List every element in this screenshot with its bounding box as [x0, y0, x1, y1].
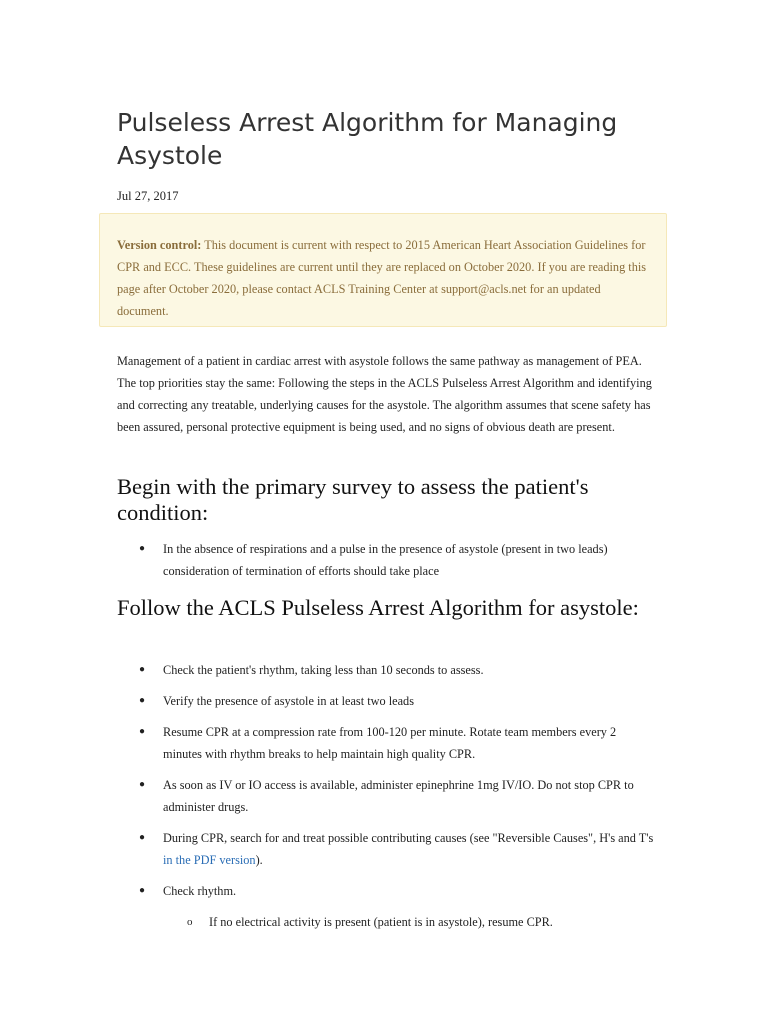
- list-item-text: Resume CPR at a compression rate from 100-120 per minute. Rotate team members every 2 minutes with rhythm breaks to help maintain high quality CPR.: [163, 725, 617, 761]
- list-item: [117, 880, 657, 933]
- list-item: [117, 538, 657, 582]
- bullet-icon: ●: [139, 885, 146, 896]
- sub-list: [163, 911, 657, 933]
- notice-label: Version control:: [117, 238, 202, 252]
- page-title: Pulseless Arrest Algorithm for Managing Asystole: [117, 108, 618, 170]
- sub-list-item-text: If no electrical activity is present (patient is in asystole), resume CPR.: [209, 915, 553, 929]
- version-control-notice: [99, 213, 667, 327]
- list-item: [117, 659, 657, 681]
- list-item: [117, 690, 657, 712]
- bullet-icon: ●: [139, 832, 146, 843]
- section-heading-algorithm: Follow the ACLS Pulseless Arrest Algorithm for asystole:: [117, 595, 639, 620]
- algorithm-steps-list: [117, 659, 657, 942]
- list-item-text: Check the patient's rhythm, taking less than 10 seconds to assess.: [163, 663, 484, 677]
- list-item-text-before-link: During CPR, search for and treat possible contributing causes (see "Reversible Causes", H's and T's: [163, 831, 654, 845]
- pdf-version-link[interactable]: in the PDF version: [163, 853, 256, 867]
- intro-paragraph: Management of a patient in cardiac arrest with asystole follows the same pathway as management of PEA. The top priorities stay the same: Following the steps in the ACLS Pulseless Arrest Algorithm and identifying and correcting any treatable, underlying causes for the asystole. The algorithm assumes that scene safety has been assured, personal protective equipment is being used, and no signs of obvious death are present.: [117, 354, 652, 434]
- bullet-icon: ●: [139, 779, 146, 790]
- list-item-text: In the absence of respirations and a pulse in the presence of asystole (present in two leads) consideration of termination of efforts should take place: [163, 542, 608, 578]
- section-heading-primary-survey: Begin with the primary survey to assess the patient's condition:: [117, 474, 589, 525]
- sub-list-item: [163, 911, 657, 933]
- bullet-icon: ●: [139, 543, 146, 554]
- notice-text: This document is current with respect to 2015 American Heart Association Guidelines for CPR and ECC. These guidelines are current until they are replaced on October 2020. If you are reading this page after October 2020, please contact ACLS Training Center at support@acls.net for an updated document.: [117, 238, 647, 318]
- bullet-icon: ●: [139, 726, 146, 737]
- list-item-text: As soon as IV or IO access is available, administer epinephrine 1mg IV/IO. Do not stop CPR to administer drugs.: [163, 778, 634, 814]
- list-item: [117, 827, 657, 871]
- list-item: [117, 721, 657, 765]
- primary-survey-list: [117, 538, 657, 582]
- bullet-icon: ●: [139, 695, 146, 706]
- list-item-text-after-link: ).: [255, 853, 263, 867]
- bullet-icon: ●: [139, 664, 146, 675]
- list-item: [117, 774, 657, 818]
- list-item-text: Verify the presence of asystole in at least two leads: [163, 694, 414, 708]
- publish-date: Jul 27, 2017: [117, 189, 179, 203]
- circle-bullet-icon: o: [187, 916, 193, 928]
- list-item-text: Check rhythm.: [163, 884, 237, 898]
